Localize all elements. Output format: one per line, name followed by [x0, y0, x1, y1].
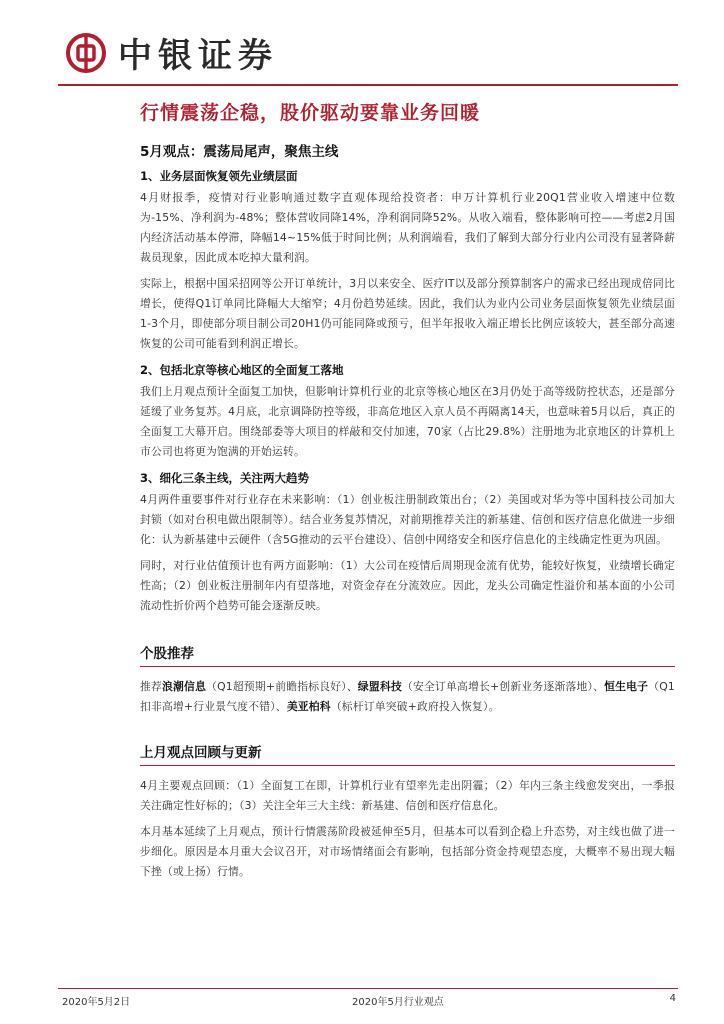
footer-rule	[58, 988, 678, 989]
page-title: 行情震荡企稳，股价驱动要靠业务回暖	[140, 102, 481, 124]
section-rule	[140, 765, 675, 766]
logo	[66, 28, 278, 77]
stock-name: 浪潮信息	[162, 680, 207, 693]
subheading-1: 1、业务层面恢复领先业绩层面	[140, 169, 298, 183]
page-footer	[62, 993, 682, 1009]
section-heading-stocks: 个股推荐	[140, 646, 194, 662]
brand-name: 中银证券	[118, 36, 278, 76]
paragraph: 实际上，根据中国采招网等公开订单统计，3月以来安全、医疗IT以及部分预算制客户的需求已经出现成倍同比增长，使得Q1订单同比降幅大大缩窄；4月份趋势延续。因此，我们认为业内公司业务层面恢复领先业绩层面1-3个月，即使部分项目制公司20H1仍可能同降或预亏，但半年报收入端正增长比例应该较大，甚至部分高速恢复的公司可能看到利润正增长。	[140, 277, 675, 350]
paragraph: 同时，对行业估值预计也有两方面影响：（1）大公司在疫情后周期现金流有优势，能较好恢复，业绩增长确定性高；（2）创业板注册制年内有望落地，对资金存在分流效应。因此，龙头公司确定性溢价和基本面的小公司流动性折价两个趋势可能会逐渐反映。	[140, 559, 675, 612]
stock-name: 恒生电子	[604, 680, 649, 693]
paragraph: 本月基本延续了上月观点，预计行情震荡阶段被延伸至5月，但基本可以看到企稳上升态势，对主线也做了进一步细化。原因是本月重大会议召开，对市场情绪面会有影响，包括部分资金持观望态度，大概率不易出现大幅下挫（或上扬）行情。	[140, 825, 675, 878]
text: （Q1扣非高增+行业景气度不错）、	[140, 680, 675, 713]
section-rule	[140, 666, 675, 667]
page-header	[58, 20, 668, 80]
section-heading-outlook: 5月观点：震荡局尾声，聚焦主线	[140, 144, 339, 160]
stock-recommendation	[140, 677, 675, 717]
paragraph: 4月两件重要事件对行业存在未来影响：（1）创业板注册制政策出台；（2）美国或对华为等中国科技公司加大封锁（如对台积电做出限制等）。结合业务复苏情况，对前期推荐关注的新基建、信创和医疗信息化做进一步细化：认为新基建中云硬件（含5G推动的云平台建设）、信创中网络安全和医疗信息化的主线确定性更为巩固。	[140, 493, 675, 546]
stock-name: 美亚柏科	[286, 700, 331, 713]
header-rule	[58, 84, 678, 86]
subheading-3: 3、细化三条主线，关注两大趋势	[140, 471, 309, 485]
text: （标杆订单突破+政府投入恢复）。	[330, 700, 500, 713]
paragraph: 4月财报季，疫情对行业影响通过数字直观体现给投资者：申万计算机行业20Q1营业收入增速中位数为-15%、净利润为-48%；整体营收同降14%，净利润同降52%。从收入端看，整体影响可控——考虑2月国内经济活动基本停滞，降幅14~15%低于时间比例；从利润端看，我们了解到大部分行业内公司没有显著降薪裁员现象，因此成本吃掉大量利润。	[140, 191, 675, 264]
stock-name: 绿盟科技	[357, 680, 402, 693]
section-heading-review: 上月观点回顾与更新	[140, 745, 262, 761]
page-number: 4	[669, 993, 676, 1004]
main-content	[140, 140, 675, 888]
footer-report-name: 2020年5月行业观点	[352, 997, 444, 1008]
footer-date: 2020年5月2日	[62, 997, 131, 1008]
paragraph: 我们上月观点预计全面复工加快，但影响计算机行业的北京等核心地区在3月仍处于高等级防控状态，还是部分延缓了业务复苏。4月底，北京调降防控等级，非高危地区入京人员不再隔离14天，也意味着5月以后，真正的全面复工大幕开启。围绕部委等大项目的样敲和交付加速，70家（占比29.8%）注册地为北京地区的计算机上市公司也将更为饱满的开始运转。	[140, 385, 675, 458]
text: （Q1超预期+前瞻指标良好）、	[206, 680, 358, 693]
text: 推荐	[140, 680, 163, 693]
bank-of-china-logo-icon	[66, 33, 106, 73]
text: （安全订单高增长+创新业务逐渐落地）、	[401, 680, 605, 693]
paragraph: 4月主要观点回顾：（1）全面复工在即，计算机行业有望率先走出阴霾；（2）年内三条主线愈发突出，一季报关注确定性好标的；（3）关注全年三大主线：新基建、信创和医疗信息化。	[140, 779, 675, 812]
subheading-2: 2、包括北京等核心地区的全面复工落地	[140, 363, 344, 377]
